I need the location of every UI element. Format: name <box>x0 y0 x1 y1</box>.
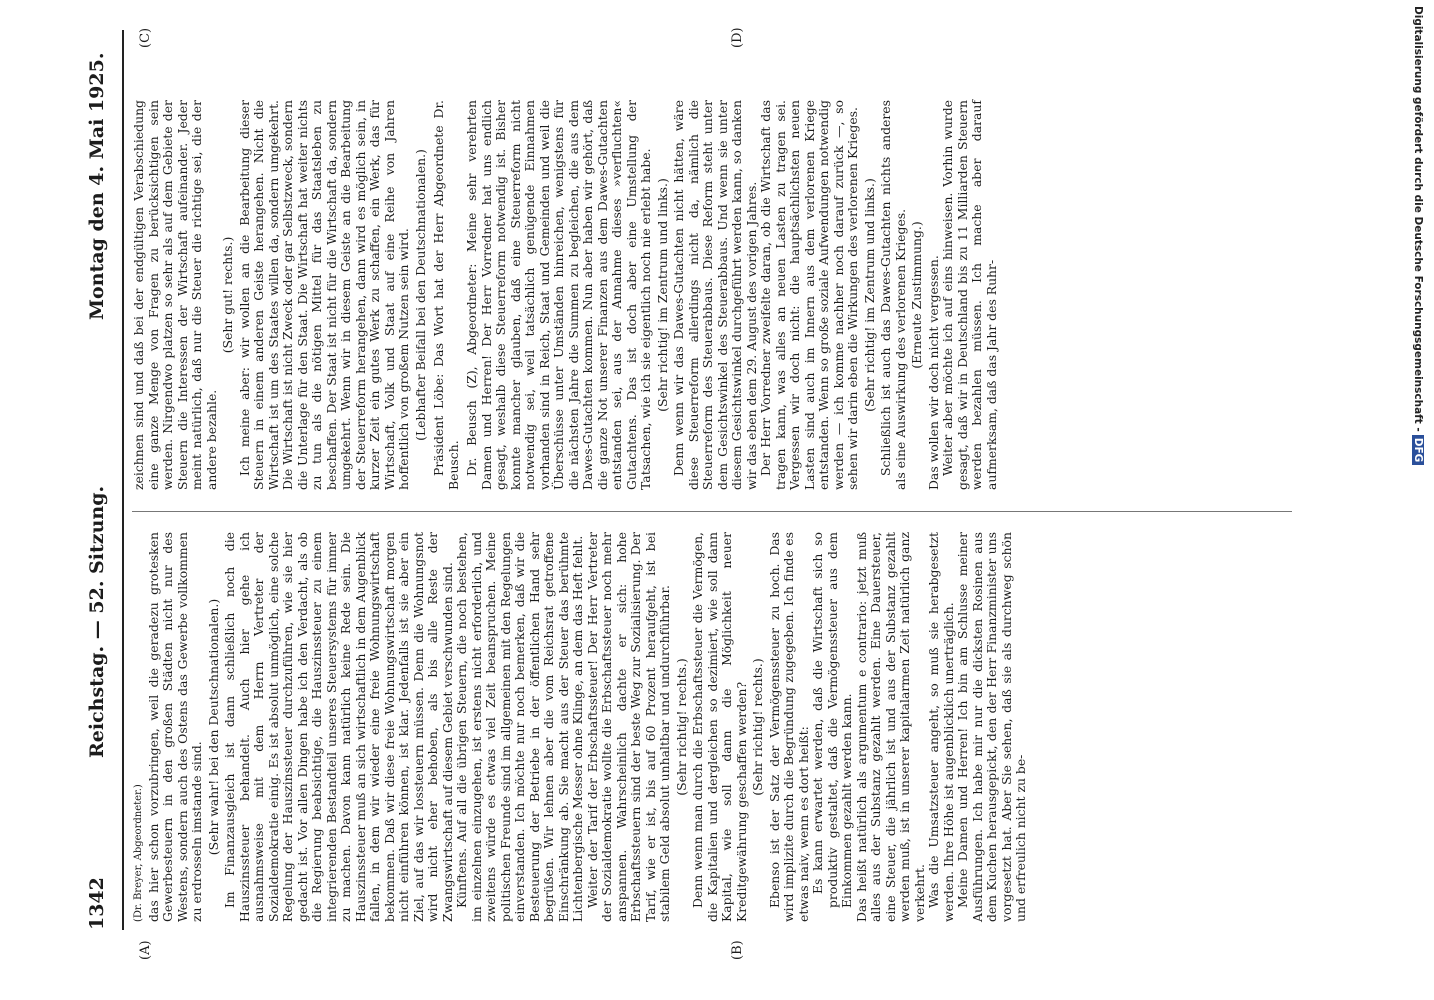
paragraph: Künftens. Auf all die übrigen Steuern, die noch bestehen, im einzelnen einzugehen, ist erstens nicht erforderlich, und zweitens würde es etwas viel Zeit beanspruchen. Meine politischen Freunde sind im allgemeinen mit den Regelungen einverstanden. Ich möchte nur noch bemerken, daß wir die Besteuerung der Betriebe in der öffentlichen Hand sehr begrüßen. Wir lehnen aber die vom Reichsrat getroffene Einschränkung ab. Sie macht aus der Steuer das berühmte Lichtenbergische Messer ohne Klinge, an dem das Heft fehlt. <box>454 532 585 922</box>
paragraph: Denn wenn wir das Dawes-Gutachten nicht hätten, wäre diese Steuerreform allerdings nicht da, nämlich die Steuerreform des Steuerabbaus. Diese Reform steht unter dem Gesichtswinkel des Steuerabbaus. Und wenn sie unter diesem Gesichtswinkel durchgeführt werden kann, so danken wir das eben dem 29. August des vorigen Jahres. <box>671 100 759 490</box>
paragraph: Das wollen wir doch nicht vergessen. <box>925 255 941 490</box>
paragraph: das hier schon vorzubringen, weil die geradezu grotesken Gewerbesteuern in den großen Städten nicht nur des Westens, sondern auch des Ostens das Gewerbe vollkommen zu erdrosseln imstande sind. <box>145 532 204 922</box>
margin-mark-b: (B) <box>730 940 745 960</box>
page-number: 1342 <box>86 877 108 930</box>
page-header <box>86 30 114 930</box>
paragraph: Was die Umsatzsteuer angeht, so muß sie herabgesetzt werden. Ihre Höhe ist augenblicklich unerträglich. <box>926 532 956 922</box>
paragraph: Weiter aber möchte ich auf eins hinweisen. Vorhin wurde gesagt, daß wir in Deutschland bis zu 11 Milliarden Steuern werden bezahlen müssen. Ich mache aber darauf aufmerksam, daß das Jahr des Ruhr- <box>940 100 999 490</box>
paragraph: Ich meine aber: wir wollen an die Bearbeitung dieser Steuern in einem anderen Geiste herangehen. Nicht die Wirtschaft ist um des Staates willen da, sondern umgekehrt. Die Wirtschaft ist nicht Zweck oder gar Selbstzweck, sondern die Unterlage für den Staat. Die Wirtschaft hat weiter nichts zu tun als die nötigen Mittel für das Staatsleben zu beschaffen. Der Staat ist nicht für die Wirtschaft da, sondern umgekehrt. Wenn wir in diesem Geiste an die Bearbeitung der Steuerreform herangehen, dann wird es möglich sein, in kurzer Zeit ein gutes Werk zu schaffen, ein Werk, das für Wirtschaft, Volk und Staat auf eine Reihe von Jahren hoffentlich von großem Nutzen sein wird. <box>236 100 411 490</box>
paragraph: Der Herr Vorredner zweifelte daran, ob die Wirtschaft das tragen kann, was alles an neuen Lasten zu tragen sei. Vergessen wir doch nicht: die hauptsächlichsten neuen Lasten sind auch im Innern aus dem verlorenen Kriege entstanden. Wenn so große soziale Aufwendungen notwendig werden — ich komme nachher noch darauf zurück —, so sehen wir darin eben die Wirkungen des verlorenen Krieges. <box>758 100 860 490</box>
interjection: (Sehr gut! rechts.) <box>220 236 235 354</box>
header-title-left: Reichstag. — 52. Sitzung. <box>86 485 108 758</box>
margin-mark-d: (D) <box>730 27 745 48</box>
paragraph: Im Finanzausgleich ist dann schließlich noch die Hauszinssteuer behandelt. Auch hier gehe ich ausnahmsweise mit dem Herrn Vertreter der Sozialdemokratie einig. Es ist absolut unmöglich, eine solche Regelung der Hauszinssteuer durchzuführen, wie sie hier gedacht ist. Vor allen Dingen habe ich den Verdacht, als ob die Regierung beabsichtige, die Hauszinssteuer zu einem integrierenden Bestandteil unseres Steuersystems für immer zu machen. Davon kann natürlich keine Rede sein. Die Hauszinssteuer muß an sich wirtschaftlich in dem Augenblick fallen, in dem wir wieder eine freie Wohnungswirtschaft bekommen. Daß wir diese freie Wohnungswirtschaft morgen nicht einführen können, ist klar. Jedenfalls ist sie aber ein Ziel, auf das wir lossteuern müssen. Denn die Wohnungsnot wird nicht eher behoben, als bis alle Reste der Zwangswirtschaft auf diesem Gebiet verschwunden sind. <box>222 532 455 922</box>
digitization-credit <box>1412 6 1424 465</box>
header-rule <box>122 30 124 930</box>
paragraph: Schließlich ist auch das Dawes-Gutachten nichts anderes als eine Auswirkung des verlorenen Krieges. <box>878 100 908 490</box>
paragraph: Meine Damen und Herren! Ich bin am Schlusse meiner Ausführungen. Ich habe mir nur die dicksten Rosinen aus dem Kuchen herausgepickt, den der Herr Finanzminister uns vorgesetzt hat. Aber Sie sehen, daß sie als durchweg schön und erfreulich nicht zu be- <box>955 532 1028 922</box>
column-divider <box>132 511 1292 512</box>
paragraph: Das heißt natürlich als argumentum e contrario: jetzt muß alles aus der Substanz gezahlt werden. Eine Dauersteuer, eine Steuer, die jährlich ist und aus der Substanz gezahlt werden muß, ist in unserer kapitalarmen Zeit natürlich ganz verkehrt. <box>853 532 927 922</box>
column-left <box>132 532 1029 922</box>
credit-text: Digitalisierung gefördert durch die Deutsche Forschungsgemeinschaft - <box>1412 6 1424 432</box>
interjection: (Lebhafter Beifall bei den Deutschnationalen.) <box>412 149 428 441</box>
paragraph: Dr. Beusch (Z), Abgeordneter: Meine sehr verehrten Damen und Herren! Der Herr Vorredner hat uns endlich gesagt, weshalb diese Steuerreform notwendig ist. Bisher konnte mancher glauben, daß eine Steuerreform nicht notwendig sei, weil tatsächlich genügende Einnahmen vorhanden sind in Reich, Staat und Gemeinden und weil die Überschüsse unter Umständen hinreichen, wenigstens für die nächsten Jahre die Summen zu begleichen, die aus dem Dawes-Gutachten kommen. Nun aber haben wir gehört, daß die ganze Not unserer Finanzen aus dem Dawes-Gutachten entstanden sei, aus der Annahme dieses »verfluchten« Gutachtens. Das ist doch aber eine Umstellung der Tatsachen, wie ich sie eigentlich noch nie erlebt habe. <box>464 100 653 490</box>
interjection: (Sehr richtig! im Zentrum und links.) <box>861 178 877 412</box>
interjection: (Sehr richtig! im Zentrum und links.) <box>654 178 670 412</box>
column-right <box>132 100 999 490</box>
header-title-right: Montag den 4. Mai 1925. <box>86 52 108 320</box>
paragraph: zeichnen sind und daß bei der endgültigen Verabschiedung eine ganze Menge von Fragen zu berücksichtigen sein werden. Nirgendwo platzen so sehr als auf dem Gebiete der Steuern die Interessen der Wirtschaft aufeinander. Jeder meint natürlich, daß nur die Steuer die richtige sei, die der andere bezahle. <box>131 100 219 490</box>
dfg-logo: DFG <box>1412 435 1424 466</box>
president-remark: Präsident Löbe: Das Wort hat der Herr Abgeordnete Dr. Beusch. <box>431 100 461 490</box>
speaker-continuation: (Dr. Breyer, Abgeordneter.) <box>133 784 144 922</box>
interjection: (Sehr wahr! bei den Deutschnationalen.) <box>205 598 221 856</box>
margin-mark-c: (C) <box>138 27 153 48</box>
margin-mark-a: (A) <box>138 940 153 960</box>
interjection: (Sehr richtig! rechts.) <box>673 658 689 796</box>
rotated-page <box>40 27 1300 960</box>
interjection: (Erneute Zustimmung.) <box>909 221 924 369</box>
paragraph: Ebenso ist der Satz der Vermögenssteuer zu hoch. Das wird implizite durch die Begründung zugegeben. Ich finde es etwas naiv, wenn es dort heißt: <box>766 532 811 922</box>
paragraph: Weiter der Tarif der Erbschaftssteuer! Der Herr Vertreter der Sozialdemokratie wollte die Erbschaftssteuer noch mehr anspannen. Wahrscheinlich dachte er sich: hohe Erbschaftssteuern sind der beste Weg zur Sozialisierung. Der Tarif, wie er ist, bis auf 60 Prozent heraufgeht, ist bei stabilem Geld absolut unhaltbar und undurchführbar. <box>584 532 672 922</box>
interjection: (Sehr richtig! rechts.) <box>750 658 765 796</box>
paragraph: Denn wenn man durch die Erbschaftssteuer die Vermögen, die Kapitalien und dergleichen so dezimiert, wie soll dann Kapital, wie soll dann die Möglichkeit neuer Kreditgewährung geschaffen werden? <box>690 532 749 922</box>
quotation: Es kann erwartet werden, daß die Wirtschaft sich so produktiv gestaltet, daß die Vermögenssteuer aus dem Einkommen gezahlt werden kann. <box>810 532 854 908</box>
